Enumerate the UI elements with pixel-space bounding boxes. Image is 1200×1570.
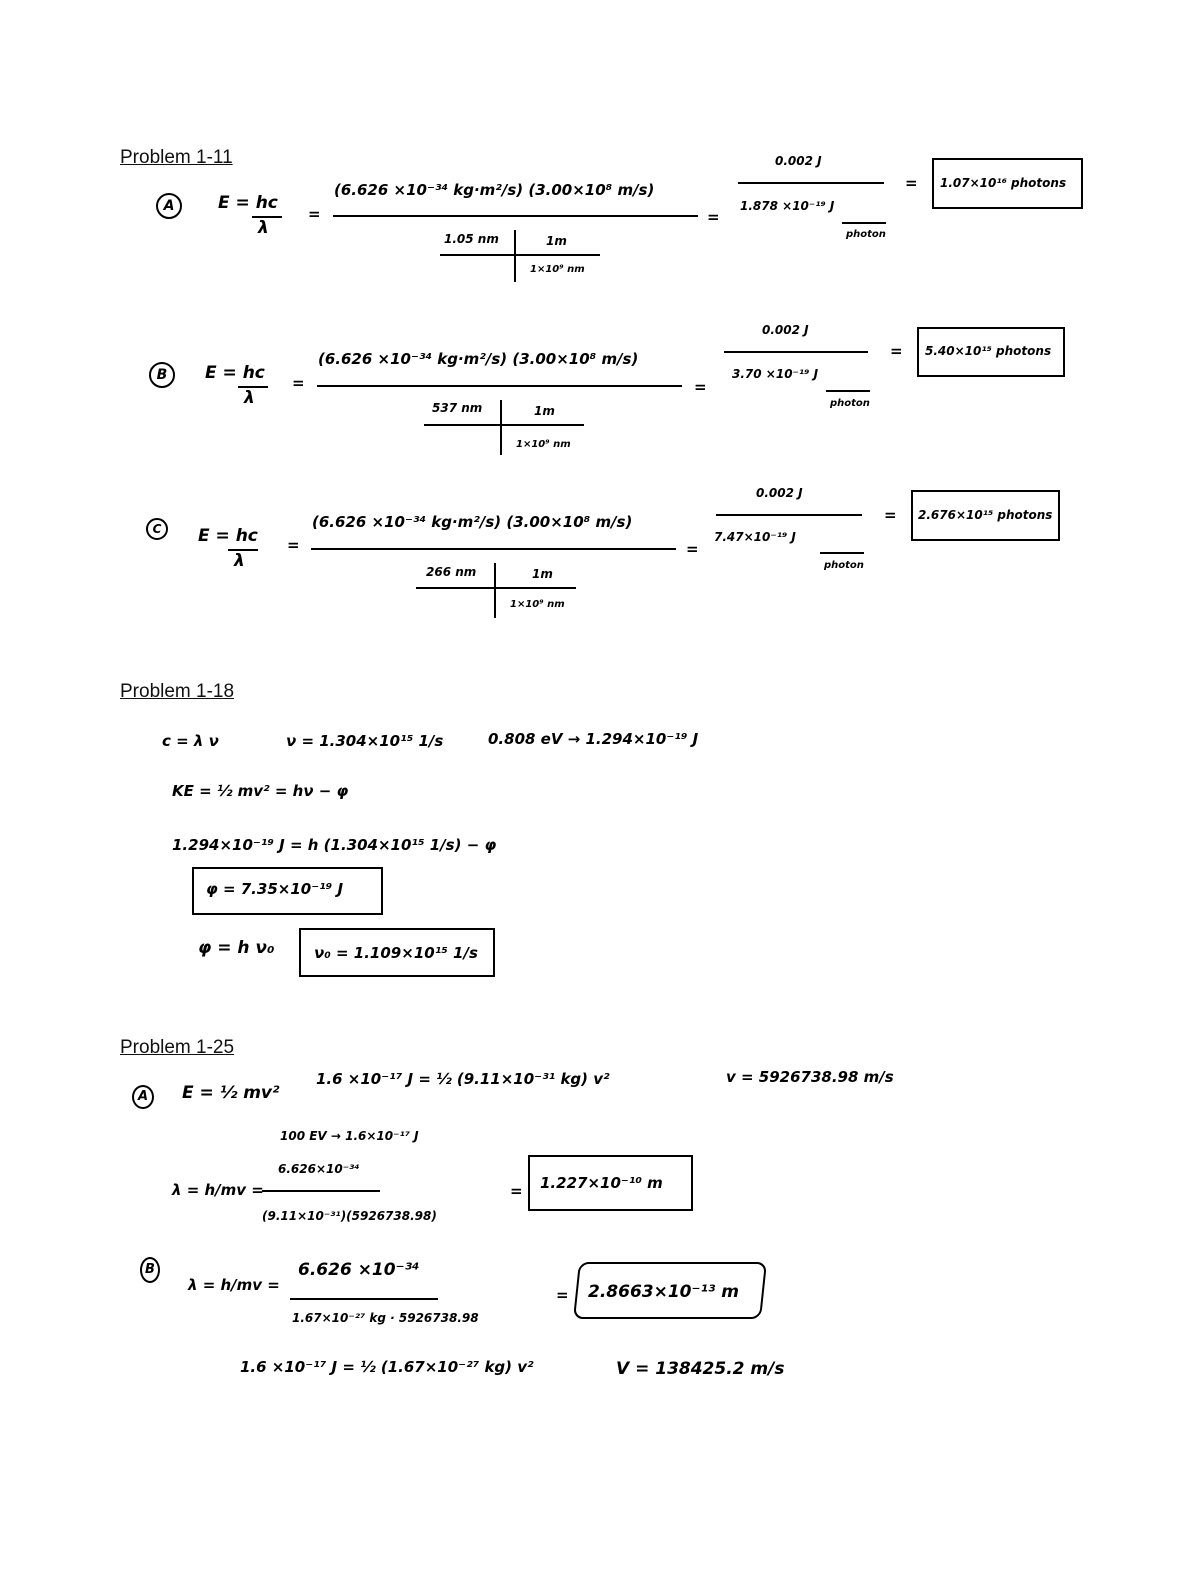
wavelength-value: 1.05 nm [444,232,499,246]
energy-equation: E = hc [218,193,278,213]
problem-1-11-header: Problem 1-11 [120,147,233,168]
lambda-symbol: λ [244,388,255,408]
answer-b: 5.40×10¹⁵ photons [925,344,1052,358]
substituted-equation: 1.294×10⁻¹⁹ J = h (1.304×10¹⁵ 1/s) − φ [172,836,497,854]
kinetic-energy-formula: E = ½ mv² [182,1083,280,1103]
energy-per-photon: 3.70 ×10⁻¹⁹ J [732,367,819,381]
photon-unit: photon [830,398,870,409]
photon-unit: photon [824,560,864,571]
answer-c: 2.676×10¹⁵ photons [918,508,1053,522]
numerator-constants: (6.626 ×10⁻³⁴ kg·m²/s) (3.00×10⁸ m/s) [334,181,655,199]
conversion-top: 1m [546,234,567,248]
energy-total: 0.002 J [756,486,803,500]
wavelength-answer-a: 1.227×10⁻¹⁰ m [540,1174,663,1192]
wavelength-value: 266 nm [426,565,477,579]
energy-conversion: 0.808 eV → 1.294×10⁻¹⁹ J [488,730,699,748]
de-broglie-denominator: (9.11×10⁻³¹)(5926738.98) [262,1209,437,1223]
part-a-label: A [156,193,182,219]
ev-conversion: 100 EV → 1.6×10⁻¹⁷ J [280,1129,419,1143]
conversion-top: 1m [532,567,553,581]
conversion-bottom: 1×10⁹ nm [530,264,585,275]
numerator-constants: (6.626 ×10⁻³⁴ kg·m²/s) (3.00×10⁸ m/s) [318,350,639,368]
numerator-constants: (6.626 ×10⁻³⁴ kg·m²/s) (3.00×10⁸ m/s) [312,513,633,531]
de-broglie-equation: λ = h/mv = [188,1276,280,1294]
part-b-label: B [149,362,175,388]
de-broglie-denominator: 1.67×10⁻²⁷ kg · 5926738.98 [292,1311,479,1325]
conversion-bottom: 1×10⁹ nm [510,599,565,610]
energy-equation: E = hc [198,526,258,546]
de-broglie-equation: λ = h/mv = [172,1181,264,1199]
wavelength-value: 537 nm [432,401,483,415]
kinetic-energy-equation: KE = ½ mv² = hν − φ [172,782,349,800]
conversion-top: 1m [534,404,555,418]
conversion-bottom: 1×10⁹ nm [516,439,571,450]
wavelength-answer-b: 2.8663×10⁻¹³ m [588,1282,739,1302]
energy-per-photon: 7.47×10⁻¹⁹ J [714,530,796,544]
part-c-label: C [146,518,168,540]
energy-total: 0.002 J [762,323,809,337]
wave-equation: c = λ ν [162,732,219,750]
velocity-result: v = 5926738.98 m/s [726,1068,894,1086]
part-b-label: B [140,1257,160,1283]
photon-unit: photon [846,229,886,240]
de-broglie-numerator: 6.626 ×10⁻³⁴ [298,1260,420,1280]
energy-substitution: 1.6 ×10⁻¹⁷ J = ½ (9.11×10⁻³¹ kg) v² [316,1070,610,1088]
proton-velocity-result: V = 138425.2 m/s [616,1359,785,1379]
threshold-equation: φ = h ν₀ [198,938,275,958]
energy-per-photon: 1.878 ×10⁻¹⁹ J [740,199,835,213]
work-function-answer: φ = 7.35×10⁻¹⁹ J [206,880,344,898]
problem-1-18-header: Problem 1-18 [120,681,235,702]
frequency-value: ν = 1.304×10¹⁵ 1/s [286,732,444,750]
part-a-label: A [132,1085,154,1109]
threshold-frequency-answer: ν₀ = 1.109×10¹⁵ 1/s [314,944,478,962]
de-broglie-numerator: 6.626×10⁻³⁴ [278,1162,360,1176]
answer-a: 1.07×10¹⁶ photons [940,176,1067,190]
problem-1-25-header: Problem 1-25 [120,1037,235,1058]
energy-total: 0.002 J [775,154,822,168]
proton-energy-equation: 1.6 ×10⁻¹⁷ J = ½ (1.67×10⁻²⁷ kg) v² [240,1358,534,1376]
lambda-symbol: λ [234,551,245,571]
energy-equation: E = hc [205,363,265,383]
lambda-symbol: λ [258,218,269,238]
